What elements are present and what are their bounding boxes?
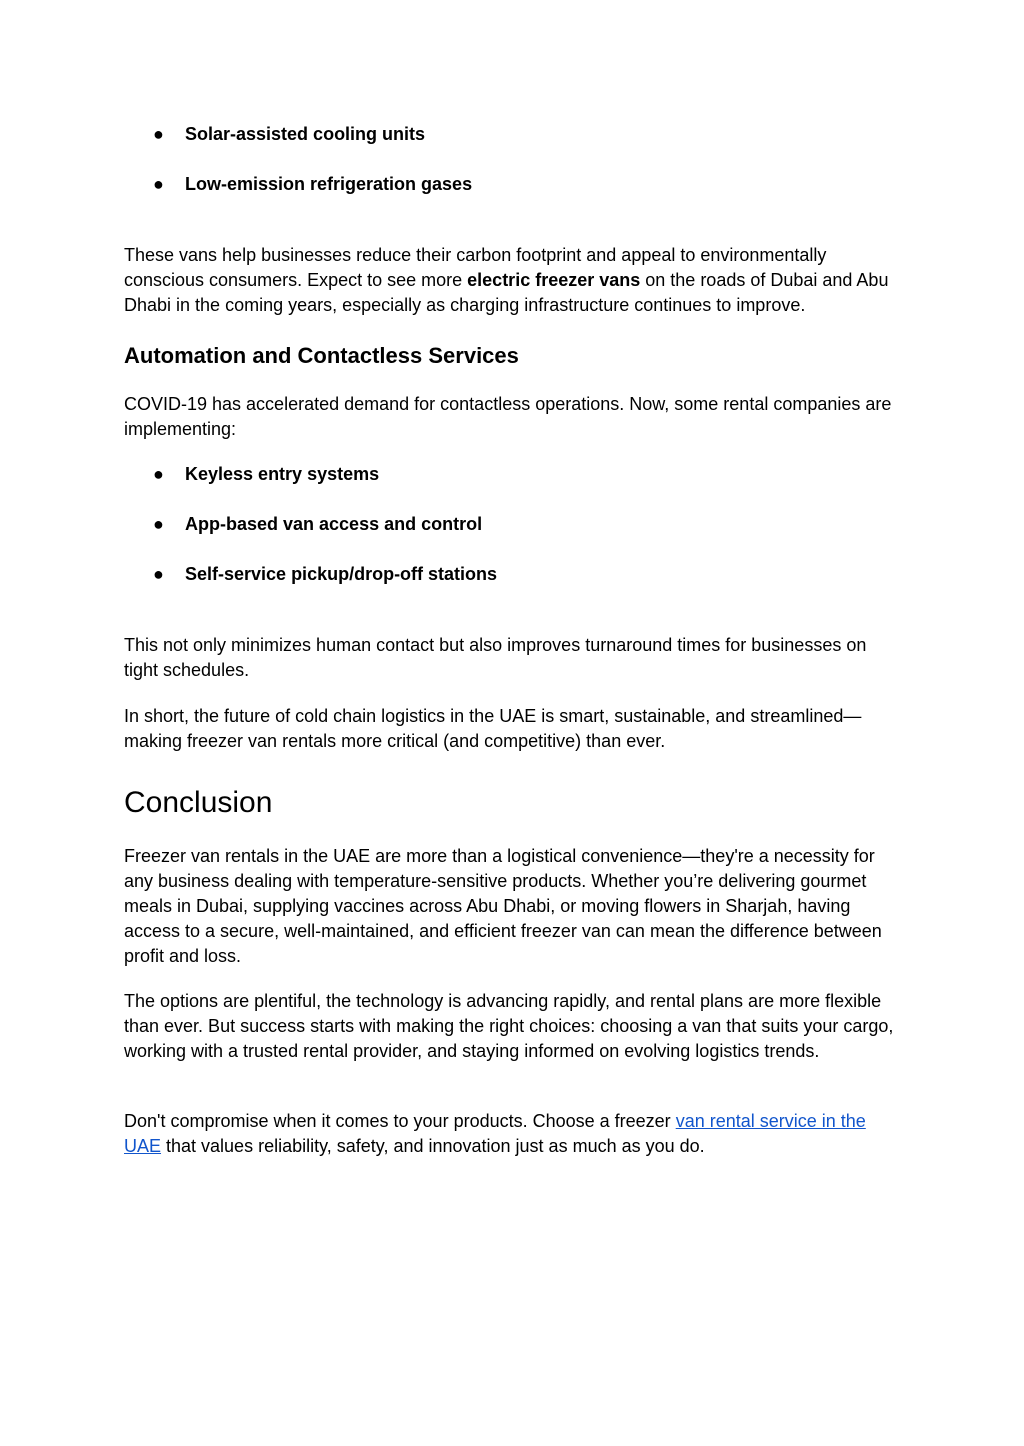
paragraph-conclusion-2: The options are plentiful, the technology is advancing rapidly, and rental plans are more flexible than ever. But success starts with making the right choices: choosing a van that suits your cargo, working with a trusted rental provider, and staying informed on evolving logistics trends. [124, 991, 894, 1061]
paragraph-covid: COVID-19 has accelerated demand for contactless operations. Now, some rental companies are implementing: [124, 394, 892, 439]
list-item [153, 122, 425, 146]
paragraph-conclusion-1: Freezer van rentals in the UAE are more than a logistical convenience—they're a necessity for any business dealing with temperature-sensitive products. Whether you’re delivering gourmet meals in Dubai, supplying vaccines across Abu Dhabi, or moving flowers in Sharjah, having access to a secure, well-maintained, and efficient freezer van can mean the difference between profit and loss. [124, 846, 882, 966]
list-item-text: Keyless entry systems [185, 464, 380, 484]
list-item [153, 512, 482, 536]
bold-phrase: electric freezer vans [467, 270, 641, 290]
bullet-icon: ● [153, 174, 164, 194]
list-item-text: App-based van access and control [185, 514, 483, 534]
bullet-icon: ● [153, 124, 164, 144]
bullet-icon: ● [153, 564, 164, 584]
list-item [153, 562, 497, 586]
list-item-text: Solar-assisted cooling units [185, 124, 426, 144]
van-rental-link[interactable]: van rental service in the UAE [124, 1111, 866, 1156]
list-item [153, 462, 379, 486]
paragraph-conclusion-3: Don't compromise when it comes to your products. Choose a freezer van rental service in the UAE that values reliability, safety, and innovation just as much as you do. [124, 1111, 866, 1156]
paragraph-human-contact: This not only minimizes human contact but also improves turnaround times for businesses on tight schedules. [124, 635, 867, 680]
section-heading: Automation and Contactless Services [124, 343, 519, 368]
list-item [153, 172, 472, 196]
paragraph-in-short: In short, the future of cold chain logistics in the UAE is smart, sustainable, and streamlined—making freezer van rentals more critical (and competitive) than ever. [124, 706, 862, 751]
bullet-icon: ● [153, 464, 164, 484]
conclusion-heading: Conclusion [124, 786, 273, 819]
paragraph-electric-vans: These vans help businesses reduce their carbon footprint and appeal to environmentally conscious consumers. Expect to see more electric freezer vans on the roads of Dubai and Abu Dhabi in the coming years, especially as charging infrastructure continues to improve. [124, 245, 889, 315]
list-item-text: Low-emission refrigeration gases [185, 174, 473, 194]
list-item-text: Self-service pickup/drop-off stations [185, 564, 498, 584]
bullet-icon: ● [153, 514, 164, 534]
